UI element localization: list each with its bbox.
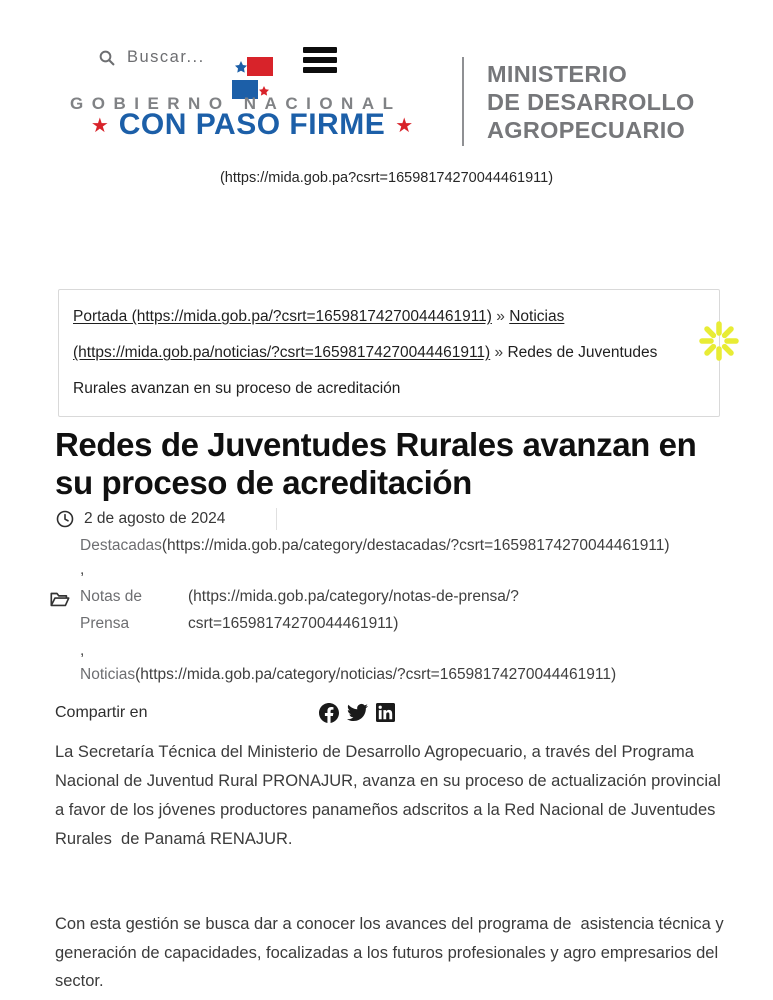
linkedin-icon[interactable]: [376, 703, 395, 722]
ministry-line-3: AGROPECUARIO: [487, 117, 686, 143]
facebook-icon[interactable]: [319, 703, 339, 723]
star-icon: ★: [395, 114, 414, 137]
category-comma: ,: [80, 642, 85, 660]
meta-divider: [276, 508, 277, 530]
logo-slogan: CON PASO FIRME: [118, 108, 386, 141]
asterisk-spinner-icon: [698, 320, 740, 362]
breadcrumb-separator: »: [496, 308, 505, 325]
breadcrumb-current-page: Redes de Juventudes Rurales avanzan en su proceso de acreditación: [73, 344, 658, 397]
article-paragraph: Con esta gestión se busca dar a conocer los avances del programa de asistencia técnica y generación de capacidades, focalizadas a los futuros profesionales y agro empresarios del sector.: [55, 914, 729, 991]
page-title: Redes de Juventudes Rurales avanzan en su proceso de acreditación: [55, 426, 697, 501]
category-destacadas: [80, 535, 731, 556]
breadcrumb-link-noticias[interactable]: Noticias (https://mida.gob.pa/noticias/?csrt=16598174270044461911): [73, 308, 565, 361]
article-paragraph: La Secretaría Técnica del Ministerio de Desarrollo Agropecuario, a través del Programa Nacional de Juventud Rural PRONAJUR, avanza en su proceso de actualización provincial a favor de los jóvenes productores panameños adscritos a la Red Nacional de Juventudes Rurales de Panamá RENAJUR.: [55, 743, 726, 848]
ministry-name: [487, 60, 695, 144]
twitter-icon[interactable]: [347, 702, 368, 723]
logo-gobierno-nacional[interactable]: GOBIERNO NACIONAL: [70, 94, 402, 113]
search-icon: [98, 49, 116, 67]
share-label: Compartir en: [55, 703, 148, 721]
search-button[interactable]: [98, 48, 205, 67]
category-url-line: csrt=16598174270044461911): [188, 615, 399, 633]
category-url-line: (https://mida.gob.pa/category/notas-de-prensa/?: [188, 588, 519, 606]
clock-icon: [55, 509, 75, 529]
folder-icon: [49, 588, 71, 610]
category-notas-de-prensa: [80, 583, 731, 637]
category-url-noticias: (https://mida.gob.pa/category/noticias/?csrt=16598174270044461911): [135, 666, 617, 684]
category-url-notas-de-prensa: [188, 583, 519, 637]
home-url-text: (https://mida.gob.pa?csrt=16598174270044461911): [219, 170, 554, 186]
ministry-line-1: MINISTERIO: [487, 61, 628, 87]
category-link-noticias[interactable]: Noticias: [80, 666, 136, 684]
logo-divider: [462, 57, 464, 146]
category-list: [55, 535, 731, 685]
breadcrumb-link-portada[interactable]: Portada (https://mida.gob.pa/?csrt=16598174270044461911): [73, 308, 492, 325]
category-noticias: [80, 664, 731, 685]
breadcrumb: [58, 289, 720, 417]
share-row: [55, 702, 731, 723]
search-label: Buscar...: [127, 48, 205, 66]
category-link-notas-de-prensa[interactable]: Notas de Prensa: [80, 588, 143, 633]
article-date: 2 de agosto de 2024: [84, 510, 226, 528]
logo-con-paso-firme[interactable]: [62, 108, 442, 142]
category-link-destacadas[interactable]: Destacadas: [80, 537, 162, 555]
category-url-destacadas: (https://mida.gob.pa/category/destacadas/?csrt=16598174270044461911): [161, 537, 670, 555]
category-comma: ,: [80, 561, 85, 579]
article: [55, 426, 731, 996]
hamburger-menu-icon[interactable]: [303, 47, 337, 77]
ministry-line-2: DE DESARROLLO: [487, 89, 695, 115]
share-icons: [319, 702, 395, 723]
breadcrumb-separator: »: [494, 344, 504, 361]
article-date-row: [55, 508, 731, 530]
star-icon: ★: [90, 114, 109, 137]
